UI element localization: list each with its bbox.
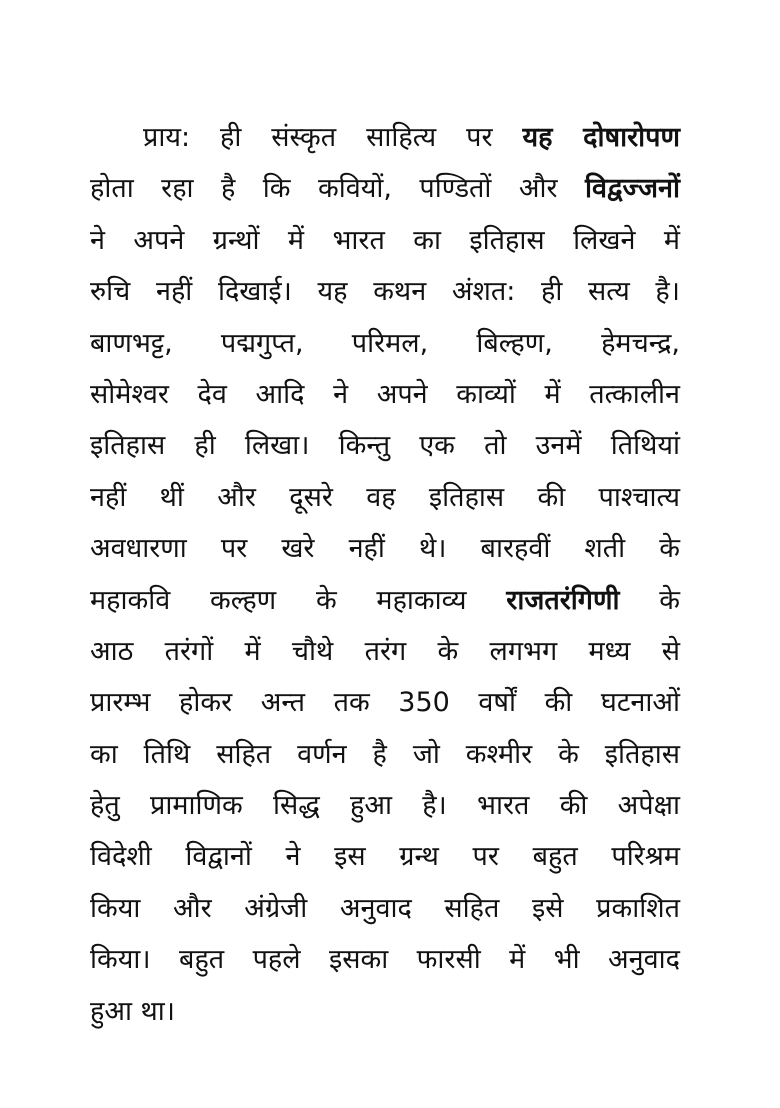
text-line: हेतु प्रामाणिक सिद्ध हुआ है। भारत की अपेक्षा [90, 790, 680, 822]
text-line: नहीं थीं और दूसरे वह इतिहास की पाश्चात्य [90, 481, 680, 513]
bold-phrase: विद्वज्जनों [585, 173, 680, 205]
text-segment: महाकवि कल्हण के महाकाव्य [90, 584, 507, 616]
bold-title-rajatarangini: राजतरंगिणी [506, 584, 620, 616]
text-line [90, 575, 680, 626]
text-segment: प्राय: ही संस्कृत साहित्य पर [143, 122, 523, 153]
text-line: ने अपने ग्रन्थों में भारत का इतिहास लिखने में [90, 224, 680, 256]
text-line: अवधारणा पर खरे नहीं थे। बारहवीं शती के [90, 533, 680, 565]
paragraph [90, 112, 680, 1037]
text-line: किया और अंग्रेजी अनुवाद सहित इसे प्रकाशित [90, 892, 680, 924]
text-line: रुचि नहीं दिखाई। यह कथन अंशत: ही सत्य है। [90, 276, 680, 308]
text-line: बाणभट्ट, पद्मगुप्त, परिमल, बिल्हण, हेमचन्द्र, [90, 327, 680, 359]
text-line: आठ तरंगों में चौथे तरंग के लगभग मध्य से [90, 635, 680, 667]
text-segment: के [619, 584, 680, 616]
text-line: इतिहास ही लिखा। किन्तु एक तो उनमें तिथियां [90, 430, 680, 462]
text-line [90, 163, 680, 214]
text-segment: होता रहा है कि कवियों, पण्डितों और [90, 173, 585, 205]
document-page [90, 112, 680, 1037]
text-line: प्रारम्भ होकर अन्त तक 350 वर्षों की घटनाओं [90, 687, 680, 719]
text-line: किया। बहुत पहले इसका फारसी में भी अनुवाद [90, 944, 680, 976]
bold-phrase: यह दोषारोपण [522, 122, 681, 153]
text-line: का तिथि सहित वर्णन है जो कश्मीर के इतिहास [90, 738, 680, 770]
text-line [90, 112, 680, 163]
text-line: विदेशी विद्वानों ने इस ग्रन्थ पर बहुत परिश्रम [90, 841, 680, 873]
text-line: सोमेश्वर देव आदि ने अपने काव्यों में तत्कालीन [90, 378, 680, 410]
text-line: हुआ था। [90, 995, 175, 1027]
